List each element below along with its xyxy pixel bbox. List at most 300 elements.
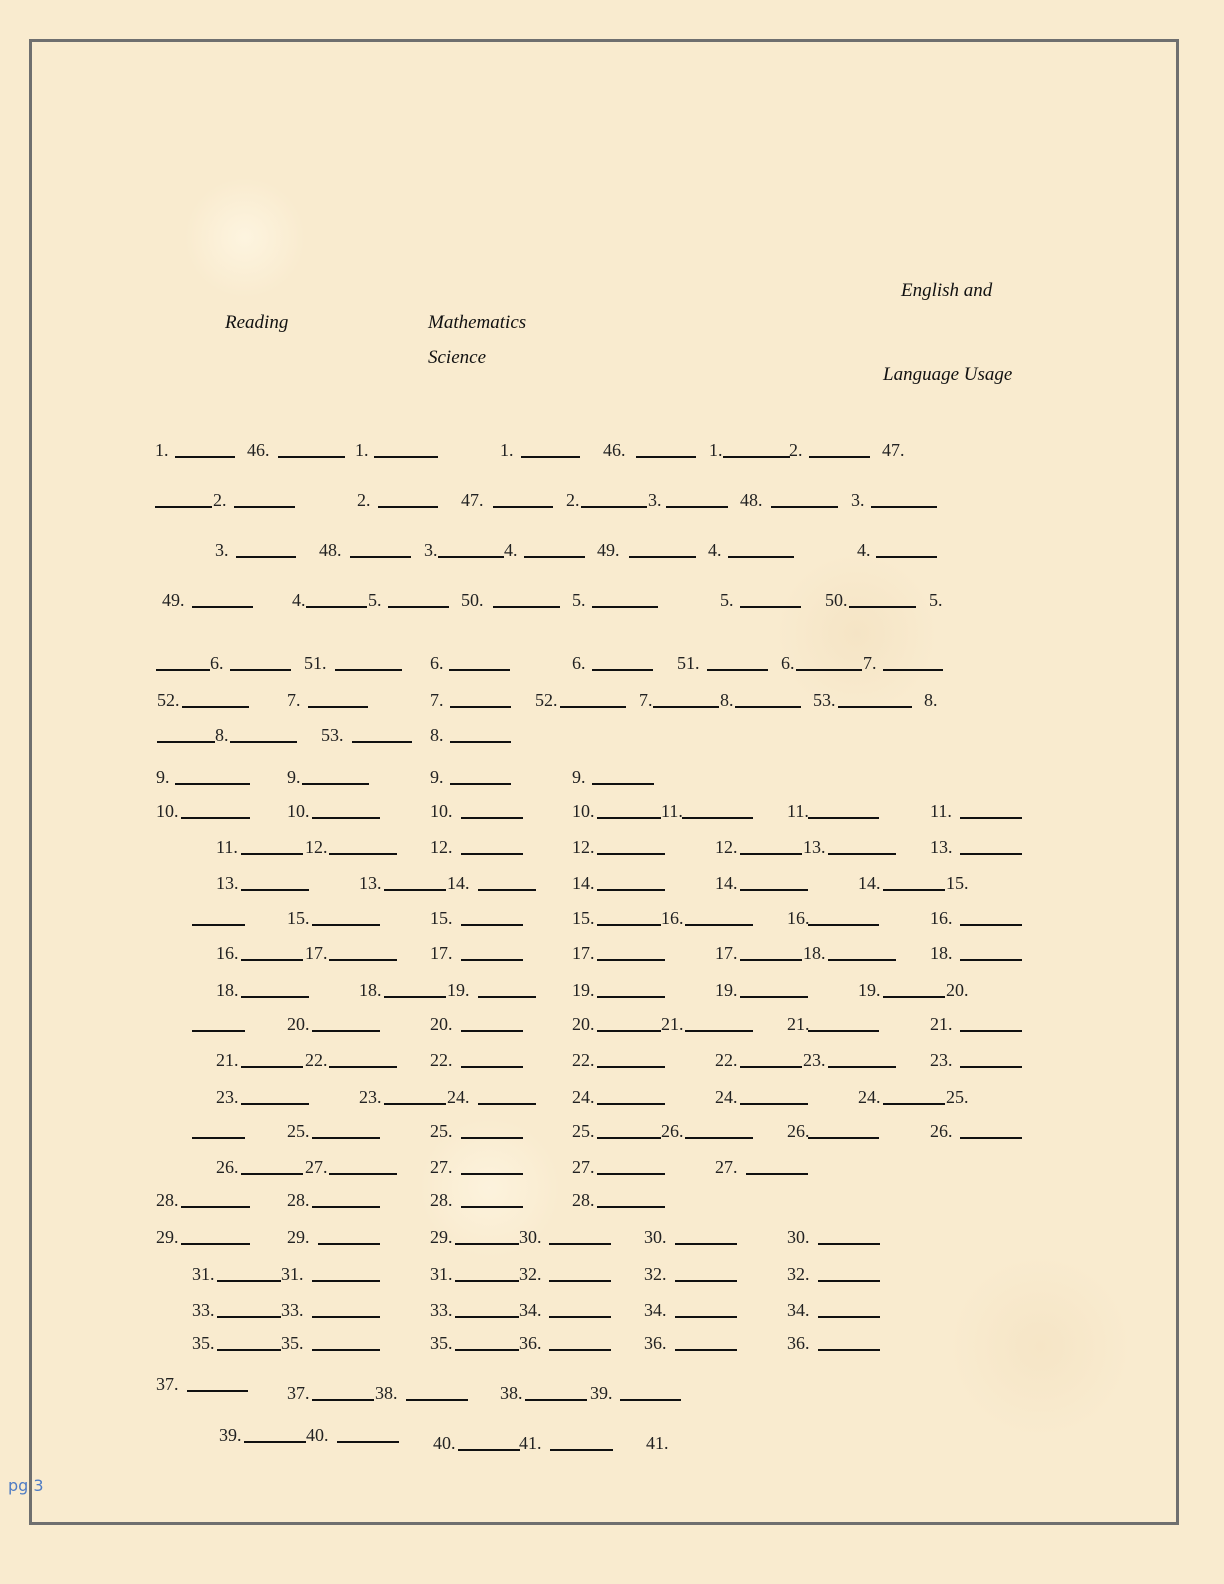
answer-blank[interactable]	[675, 1349, 737, 1351]
answer-blank[interactable]	[597, 1030, 661, 1032]
answer-blank[interactable]	[192, 606, 253, 608]
answer-blank[interactable]	[629, 556, 696, 558]
answer-blank[interactable]	[478, 1103, 536, 1105]
answer-blank[interactable]	[455, 1316, 519, 1318]
answer-blank[interactable]	[181, 1206, 250, 1208]
answer-blank[interactable]	[312, 1137, 380, 1139]
answer-blank[interactable]	[740, 606, 801, 608]
answer-number: 15.	[572, 908, 595, 928]
answer-blank[interactable]	[636, 456, 696, 458]
answer-number: 4.	[857, 540, 871, 560]
answer-number: 32.	[644, 1264, 667, 1284]
answer-blank[interactable]	[740, 996, 808, 998]
answer-blank[interactable]	[883, 1103, 945, 1105]
answer-blank[interactable]	[455, 1243, 519, 1245]
answer-blank[interactable]	[450, 741, 511, 743]
answer-number: 9.	[156, 767, 170, 787]
answer-blank[interactable]	[597, 889, 665, 891]
answer-blank[interactable]	[175, 456, 235, 458]
answer-blank[interactable]	[306, 606, 367, 608]
answer-number: 27.	[430, 1157, 453, 1177]
answer-blank[interactable]	[217, 1316, 281, 1318]
answer-number: 20.	[287, 1014, 310, 1034]
reading-header: Reading	[225, 312, 289, 333]
answer-blank[interactable]	[329, 1173, 397, 1175]
answer-blank[interactable]	[723, 456, 790, 458]
answer-blank[interactable]	[735, 706, 801, 708]
answer-blank[interactable]	[597, 959, 665, 961]
answer-number: 16.	[216, 943, 239, 963]
answer-blank[interactable]	[597, 817, 661, 819]
answer-blank[interactable]	[312, 1280, 380, 1282]
answer-blank[interactable]	[675, 1280, 737, 1282]
answer-number: 6.	[572, 653, 586, 673]
answer-blank[interactable]	[597, 1137, 661, 1139]
answer-number: 24.	[447, 1087, 470, 1107]
answer-number: 38.	[500, 1383, 523, 1403]
answer-blank[interactable]	[597, 853, 665, 855]
answer-blank[interactable]	[450, 706, 511, 708]
answer-number: 25.	[430, 1121, 453, 1141]
answer-number: 18.	[930, 943, 953, 963]
answer-number: 32.	[519, 1264, 542, 1284]
answer-blank[interactable]	[883, 889, 945, 891]
answer-number: 9.	[287, 767, 301, 787]
answer-number: 53.	[321, 725, 344, 745]
answer-number: 3.	[424, 540, 438, 560]
answer-blank[interactable]	[230, 669, 291, 671]
answer-number: 12.	[430, 837, 453, 857]
answer-blank[interactable]	[378, 506, 438, 508]
answer-blank[interactable]	[461, 1030, 523, 1032]
answer-number: 22.	[305, 1050, 328, 1070]
answer-blank[interactable]	[175, 783, 250, 785]
answer-blank[interactable]	[828, 959, 896, 961]
answer-blank[interactable]	[374, 456, 438, 458]
answer-blank[interactable]	[461, 1137, 523, 1139]
answer-blank[interactable]	[234, 506, 295, 508]
answer-blank[interactable]	[597, 1103, 665, 1105]
answer-blank[interactable]	[308, 706, 368, 708]
answer-number: 23.	[216, 1087, 239, 1107]
answer-number: 3.	[215, 540, 229, 560]
answer-number: 13.	[359, 873, 382, 893]
answer-number: 29.	[287, 1227, 310, 1247]
answer-blank[interactable]	[192, 1030, 245, 1032]
answer-number: 28.	[430, 1190, 453, 1210]
answer-blank[interactable]	[455, 1349, 519, 1351]
answer-number: 46.	[603, 440, 626, 460]
answer-blank[interactable]	[312, 924, 380, 926]
answer-blank[interactable]	[461, 1206, 523, 1208]
answer-blank[interactable]	[597, 996, 665, 998]
answer-blank[interactable]	[597, 924, 661, 926]
answer-blank[interactable]	[241, 1173, 303, 1175]
answer-number: 53.	[813, 690, 836, 710]
answer-number: 13.	[216, 873, 239, 893]
answer-blank[interactable]	[388, 606, 449, 608]
answer-blank[interactable]	[478, 889, 536, 891]
answer-blank[interactable]	[746, 1173, 808, 1175]
answer-blank[interactable]	[685, 924, 753, 926]
mathematics-header: Mathematics	[428, 312, 527, 333]
answer-blank[interactable]	[350, 556, 411, 558]
answer-blank[interactable]	[960, 1030, 1022, 1032]
answer-number: 49.	[162, 590, 185, 610]
answer-blank[interactable]	[707, 669, 768, 671]
answer-blank[interactable]	[597, 1066, 665, 1068]
answer-number: 1.	[355, 440, 369, 460]
answer-blank[interactable]	[335, 669, 402, 671]
answer-number: 47.	[461, 490, 484, 510]
answer-number: 5.	[720, 590, 734, 610]
answer-blank[interactable]	[771, 506, 838, 508]
answer-number: 18.	[803, 943, 826, 963]
answer-number: 1.	[155, 440, 169, 460]
answer-blank[interactable]	[312, 1399, 374, 1401]
answer-number: 27.	[715, 1157, 738, 1177]
answer-blank[interactable]	[192, 924, 245, 926]
answer-number: 11.	[930, 801, 952, 821]
answer-blank[interactable]	[312, 817, 380, 819]
answer-number: 27.	[305, 1157, 328, 1177]
answer-blank[interactable]	[384, 996, 446, 998]
answer-blank[interactable]	[182, 706, 249, 708]
answer-number: 5.	[929, 590, 943, 610]
answer-number: 24.	[858, 1087, 881, 1107]
answer-number: 48.	[740, 490, 763, 510]
answer-blank[interactable]	[241, 959, 303, 961]
answer-blank[interactable]	[685, 1030, 753, 1032]
answer-blank[interactable]	[808, 817, 879, 819]
answer-number: 20.	[946, 980, 969, 1000]
answer-blank[interactable]	[155, 506, 212, 508]
answer-blank[interactable]	[849, 606, 916, 608]
answer-blank[interactable]	[329, 959, 397, 961]
answer-blank[interactable]	[241, 1103, 309, 1105]
answer-number: 47.	[882, 440, 905, 460]
answer-number: 1.	[500, 440, 514, 460]
answer-number: 17.	[305, 943, 328, 963]
answer-blank[interactable]	[728, 556, 794, 558]
answer-blank[interactable]	[302, 783, 369, 785]
answer-blank[interactable]	[241, 889, 309, 891]
answer-number: 26.	[787, 1121, 810, 1141]
answer-blank[interactable]	[461, 1173, 523, 1175]
answer-number: 19.	[572, 980, 595, 1000]
answer-number: 17.	[572, 943, 595, 963]
answer-number: 16.	[661, 908, 684, 928]
answer-number: 24.	[715, 1087, 738, 1107]
science-header: Science	[428, 347, 487, 368]
answer-blank[interactable]	[592, 669, 653, 671]
answer-number: 23.	[930, 1050, 953, 1070]
answer-blank[interactable]	[438, 556, 504, 558]
answer-blank[interactable]	[352, 741, 412, 743]
answer-blank[interactable]	[329, 853, 397, 855]
answer-number: 46.	[247, 440, 270, 460]
english-header-line2: Language Usage	[883, 364, 1013, 385]
answer-blank[interactable]	[871, 506, 937, 508]
answer-blank[interactable]	[960, 924, 1022, 926]
answer-blank[interactable]	[192, 1137, 245, 1139]
answer-number: 10.	[430, 801, 453, 821]
answer-blank[interactable]	[960, 1137, 1022, 1139]
answer-number: 34.	[519, 1300, 542, 1320]
answer-number: 49.	[597, 540, 620, 560]
answer-blank[interactable]	[337, 1441, 399, 1443]
answer-number: 2.	[789, 440, 803, 460]
answer-blank[interactable]	[838, 706, 912, 708]
answer-number: 41.	[519, 1433, 542, 1453]
answer-blank[interactable]	[549, 1316, 611, 1318]
answer-number: 35.	[281, 1333, 304, 1353]
answer-number: 14.	[572, 873, 595, 893]
answer-number: 12.	[572, 837, 595, 857]
answer-number: 5.	[572, 590, 586, 610]
answer-blank[interactable]	[217, 1280, 281, 1282]
answer-number: 10.	[287, 801, 310, 821]
answer-blank[interactable]	[796, 669, 862, 671]
answer-blank[interactable]	[278, 456, 345, 458]
answer-blank[interactable]	[828, 1066, 896, 1068]
answer-number: 3.	[851, 490, 865, 510]
answer-blank[interactable]	[818, 1280, 880, 1282]
answer-number: 13.	[930, 837, 953, 857]
answer-blank[interactable]	[818, 1349, 880, 1351]
answer-blank[interactable]	[808, 924, 879, 926]
answer-number: 52.	[157, 690, 180, 710]
answer-number: 35.	[430, 1333, 453, 1353]
answer-number: 6.	[781, 653, 795, 673]
answer-number: 26.	[930, 1121, 953, 1141]
answer-number: 19.	[447, 980, 470, 1000]
answer-blank[interactable]	[241, 1066, 303, 1068]
answer-number: 12.	[305, 837, 328, 857]
answer-number: 31.	[192, 1264, 215, 1284]
answer-blank[interactable]	[406, 1399, 468, 1401]
answer-number: 16.	[787, 908, 810, 928]
answer-number: 4.	[292, 590, 306, 610]
answer-blank[interactable]	[455, 1280, 519, 1282]
answer-blank[interactable]	[461, 959, 523, 961]
answer-blank[interactable]	[675, 1316, 737, 1318]
answer-number: 32.	[787, 1264, 810, 1284]
answer-number: 27.	[572, 1157, 595, 1177]
answer-number: 7.	[639, 690, 653, 710]
answer-blank[interactable]	[560, 706, 626, 708]
answer-blank[interactable]	[809, 456, 870, 458]
answer-blank[interactable]	[181, 817, 250, 819]
answer-blank[interactable]	[187, 1390, 248, 1392]
answer-number: 17.	[430, 943, 453, 963]
answer-number: 28.	[156, 1190, 179, 1210]
answer-blank[interactable]	[312, 1349, 380, 1351]
answer-blank[interactable]	[682, 817, 753, 819]
answer-number: 25.	[572, 1121, 595, 1141]
answer-blank[interactable]	[450, 783, 511, 785]
answer-blank[interactable]	[244, 1441, 306, 1443]
answer-number: 12.	[715, 837, 738, 857]
answer-blank[interactable]	[883, 996, 945, 998]
answer-blank[interactable]	[960, 817, 1022, 819]
answer-number: 6.	[430, 653, 444, 673]
answer-blank[interactable]	[181, 1243, 250, 1245]
answer-number: 52.	[535, 690, 558, 710]
answer-number: 51.	[304, 653, 327, 673]
answer-number: 41.	[646, 1433, 669, 1453]
answer-blank[interactable]	[449, 669, 510, 671]
answer-blank[interactable]	[241, 853, 303, 855]
answer-blank[interactable]	[808, 1030, 879, 1032]
answer-number: 21.	[216, 1050, 239, 1070]
answer-blank[interactable]	[458, 1449, 520, 1451]
answer-number: 20.	[572, 1014, 595, 1034]
answer-blank[interactable]	[230, 741, 297, 743]
answer-number: 19.	[858, 980, 881, 1000]
answer-blank[interactable]	[241, 996, 309, 998]
answer-number: 14.	[715, 873, 738, 893]
answer-number: 2.	[213, 490, 227, 510]
answer-blank[interactable]	[818, 1243, 880, 1245]
answer-blank[interactable]	[549, 1349, 611, 1351]
answer-blank[interactable]	[960, 959, 1022, 961]
answer-number: 1.	[709, 440, 723, 460]
answer-blank[interactable]	[675, 1243, 737, 1245]
answer-blank[interactable]	[876, 556, 937, 558]
answer-number: 18.	[216, 980, 239, 1000]
answer-blank[interactable]	[592, 606, 658, 608]
answer-number: 20.	[430, 1014, 453, 1034]
answer-blank[interactable]	[525, 1399, 587, 1401]
answer-number: 15.	[946, 873, 969, 893]
answer-number: 40.	[433, 1433, 456, 1453]
answer-number: 22.	[715, 1050, 738, 1070]
answer-number: 23.	[359, 1087, 382, 1107]
answer-number: 38.	[375, 1383, 398, 1403]
english-header-line1: English and	[901, 280, 993, 301]
answer-number: 40.	[306, 1425, 329, 1445]
answer-blank[interactable]	[217, 1349, 281, 1351]
answer-number: 34.	[644, 1300, 667, 1320]
answer-blank[interactable]	[521, 456, 580, 458]
answer-blank[interactable]	[685, 1137, 753, 1139]
answer-number: 31.	[430, 1264, 453, 1284]
answer-blank[interactable]	[461, 1066, 523, 1068]
answer-blank[interactable]	[960, 1066, 1022, 1068]
answer-number: 8.	[430, 725, 444, 745]
answer-blank[interactable]	[818, 1316, 880, 1318]
answer-number: 22.	[430, 1050, 453, 1070]
answer-blank[interactable]	[740, 1103, 808, 1105]
answer-blank[interactable]	[312, 1316, 380, 1318]
answer-number: 25.	[287, 1121, 310, 1141]
answer-blank[interactable]	[461, 924, 523, 926]
answer-blank[interactable]	[740, 959, 802, 961]
answer-blank[interactable]	[597, 1206, 665, 1208]
answer-blank[interactable]	[384, 1103, 446, 1105]
answer-blank[interactable]	[550, 1449, 613, 1451]
answer-blank[interactable]	[156, 669, 210, 671]
answer-number: 21.	[930, 1014, 953, 1034]
answer-blank[interactable]	[493, 606, 560, 608]
answer-blank[interactable]	[620, 1399, 681, 1401]
answer-number: 15.	[287, 908, 310, 928]
answer-number: 15.	[430, 908, 453, 928]
answer-number: 19.	[715, 980, 738, 1000]
answer-number: 7.	[430, 690, 444, 710]
answer-blank[interactable]	[828, 853, 896, 855]
answer-blank[interactable]	[592, 783, 654, 785]
answer-blank[interactable]	[524, 556, 585, 558]
answer-number: 50.	[461, 590, 484, 610]
answer-blank[interactable]	[597, 1173, 665, 1175]
answer-blank[interactable]	[740, 1066, 802, 1068]
answer-number: 50.	[825, 590, 848, 610]
answer-number: 29.	[156, 1227, 179, 1247]
answer-number: 28.	[287, 1190, 310, 1210]
answer-blank[interactable]	[461, 817, 523, 819]
answer-blank[interactable]	[312, 1206, 380, 1208]
answer-blank[interactable]	[493, 506, 553, 508]
answer-number: 25.	[946, 1087, 969, 1107]
answer-blank[interactable]	[883, 669, 943, 671]
answer-number: 24.	[572, 1087, 595, 1107]
answer-blank[interactable]	[549, 1280, 611, 1282]
answer-number: 17.	[715, 943, 738, 963]
answer-blank[interactable]	[549, 1243, 611, 1245]
answer-blank[interactable]	[581, 506, 647, 508]
answer-number: 8.	[215, 725, 229, 745]
answer-number: 3.	[648, 490, 662, 510]
answer-blank[interactable]	[740, 889, 808, 891]
answer-number: 31.	[281, 1264, 304, 1284]
answer-number: 26.	[661, 1121, 684, 1141]
answer-blank[interactable]	[157, 741, 215, 743]
answer-blank[interactable]	[318, 1243, 380, 1245]
answer-blank[interactable]	[808, 1137, 879, 1139]
answer-number: 39.	[219, 1425, 242, 1445]
answer-number: 9.	[430, 767, 444, 787]
answer-number: 8.	[924, 690, 938, 710]
answer-blank[interactable]	[478, 996, 536, 998]
answer-number: 29.	[430, 1227, 453, 1247]
answer-number: 35.	[192, 1333, 215, 1353]
answer-blank[interactable]	[666, 506, 728, 508]
answer-blank[interactable]	[384, 889, 446, 891]
answer-number: 36.	[644, 1333, 667, 1353]
answer-blank[interactable]	[960, 853, 1022, 855]
answer-number: 10.	[156, 801, 179, 821]
answer-number: 30.	[787, 1227, 810, 1247]
answer-number: 11.	[787, 801, 809, 821]
answer-blank[interactable]	[312, 1030, 380, 1032]
answer-number: 51.	[677, 653, 700, 673]
answer-number: 30.	[644, 1227, 667, 1247]
answer-number: 33.	[430, 1300, 453, 1320]
answer-number: 14.	[858, 873, 881, 893]
answer-blank[interactable]	[653, 706, 719, 708]
answer-blank[interactable]	[740, 853, 802, 855]
answer-blank[interactable]	[461, 853, 523, 855]
answer-blank[interactable]	[329, 1066, 397, 1068]
answer-number: 39.	[590, 1383, 613, 1403]
answer-blank[interactable]	[236, 556, 296, 558]
answer-number: 37.	[287, 1383, 310, 1403]
answer-number: 22.	[572, 1050, 595, 1070]
answer-number: 11.	[216, 837, 238, 857]
answer-number: 7.	[287, 690, 301, 710]
